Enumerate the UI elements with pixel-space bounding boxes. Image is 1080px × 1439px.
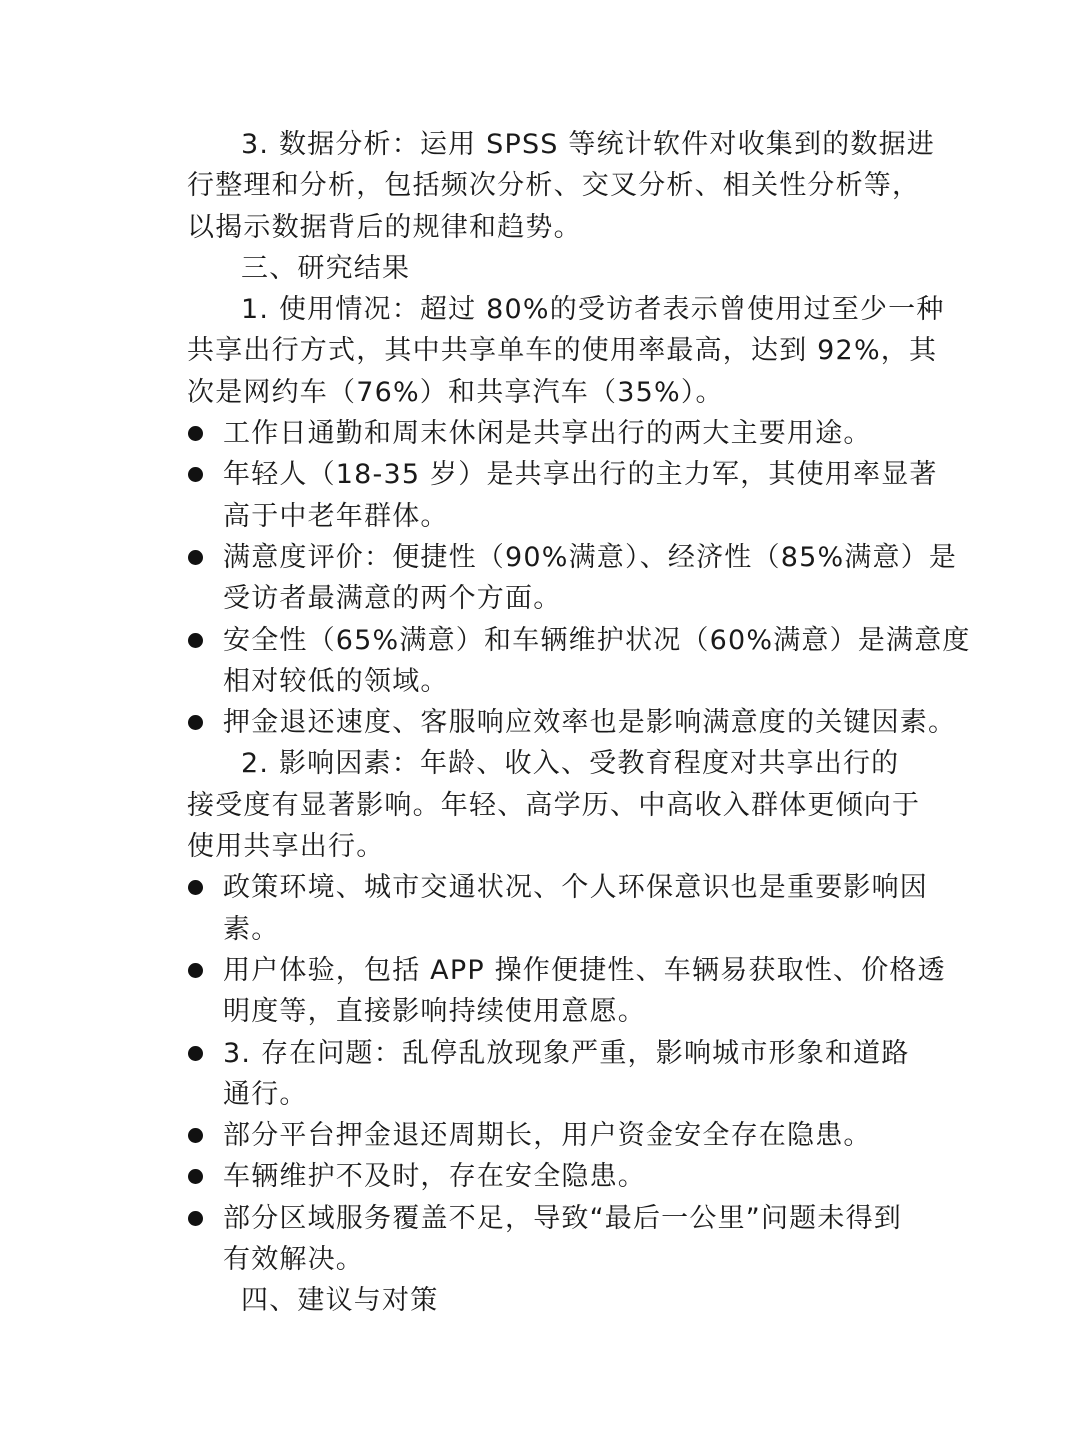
text-line: 受访者最满意的两个方面。 — [223, 583, 562, 615]
text-line: 年轻人（18-35 岁）是共享出行的主力军，其使用率显著 — [223, 459, 938, 491]
section-heading-results — [187, 248, 917, 289]
list-item — [187, 620, 971, 703]
text-line: 明度等，直接影响持续使用意愿。 — [223, 996, 646, 1028]
list-item — [187, 1198, 917, 1281]
bullet-dot-icon — [188, 550, 203, 565]
text-line: 3. 数据分析：运用 SPSS 等统计软件对收集到的数据进 — [241, 129, 936, 160]
text-line: 政策环境、城市交通状况、个人环保意识也是重要影响因 — [223, 872, 928, 904]
text-line: 通行。 — [223, 1078, 308, 1110]
list-item — [187, 1156, 917, 1197]
list-item — [187, 413, 917, 454]
text-line: 次是网约车（76%）和共享汽车（35%）。 — [187, 376, 724, 408]
paragraph-factors — [187, 743, 921, 867]
text-line: 行整理和分析，包括频次分析、交叉分析、相关性分析等， — [187, 170, 921, 202]
text-line: 车辆维护不及时，存在安全隐患。 — [223, 1161, 646, 1193]
text-line: 3. 存在问题：乱停乱放现象严重，影响城市形象和道路 — [223, 1037, 910, 1069]
text-line: 高于中老年群体。 — [223, 500, 449, 532]
bullet-dot-icon — [188, 1128, 203, 1143]
text-line: 1. 使用情况：超过 80%的受访者表示曾使用过至少一种 — [241, 294, 945, 326]
list-item — [187, 867, 928, 950]
text-line: 素。 — [223, 913, 280, 945]
bullet-dot-icon — [188, 1169, 203, 1184]
text-line: 工作日通勤和周末休闲是共享出行的两大主要用途。 — [223, 418, 872, 450]
bullet-dot-icon — [188, 715, 203, 730]
list-item — [187, 537, 958, 620]
text-line: 用户体验，包括 APP 操作便捷性、车辆易获取性、价格透 — [223, 954, 946, 986]
list-item — [187, 1033, 917, 1116]
list-item — [187, 454, 938, 537]
text-line: 满意度评价：便捷性（90%满意）、经济性（85%满意）是 — [223, 541, 958, 573]
text-line: 使用共享出行。 — [187, 831, 385, 863]
document-page — [187, 124, 971, 1322]
paragraph-usage — [187, 289, 945, 413]
bullet-dot-icon — [188, 1211, 203, 1226]
list-item — [187, 950, 946, 1033]
bullet-dot-icon — [188, 467, 203, 482]
text-line: 安全性（65%满意）和车辆维护状况（60%满意）是满意度 — [223, 624, 971, 656]
section-heading-recommendations — [187, 1280, 917, 1321]
list-item — [187, 1115, 917, 1156]
bullet-dot-icon — [188, 880, 203, 895]
text-line: 以揭示数据背后的规律和趋势。 — [187, 211, 582, 243]
bullet-dot-icon — [188, 963, 203, 978]
bullet-dot-icon — [188, 426, 203, 441]
paragraph-data-analysis — [187, 124, 936, 248]
heading-text: 四、建议与对策 — [241, 1285, 439, 1317]
heading-text: 三、研究结果 — [241, 252, 411, 284]
text-line: 共享出行方式，其中共享单车的使用率最高，达到 92%，其 — [187, 335, 938, 367]
text-line: 有效解决。 — [223, 1244, 364, 1276]
list-item — [187, 702, 957, 743]
text-line: 相对较低的领域。 — [223, 665, 449, 697]
text-line: 部分区域服务覆盖不足，导致“最后一公里”问题未得到 — [223, 1202, 902, 1234]
text-line: 接受度有显著影响。年轻、高学历、中高收入群体更倾向于 — [187, 789, 921, 821]
bullet-dot-icon — [188, 1046, 203, 1061]
text-line: 押金退还速度、客服响应效率也是影响满意度的关键因素。 — [223, 707, 957, 739]
text-line: 部分平台押金退还周期长，用户资金安全存在隐患。 — [223, 1120, 872, 1152]
text-line: 2. 影响因素：年龄、收入、受教育程度对共享出行的 — [241, 748, 900, 780]
bullet-dot-icon — [188, 633, 203, 648]
